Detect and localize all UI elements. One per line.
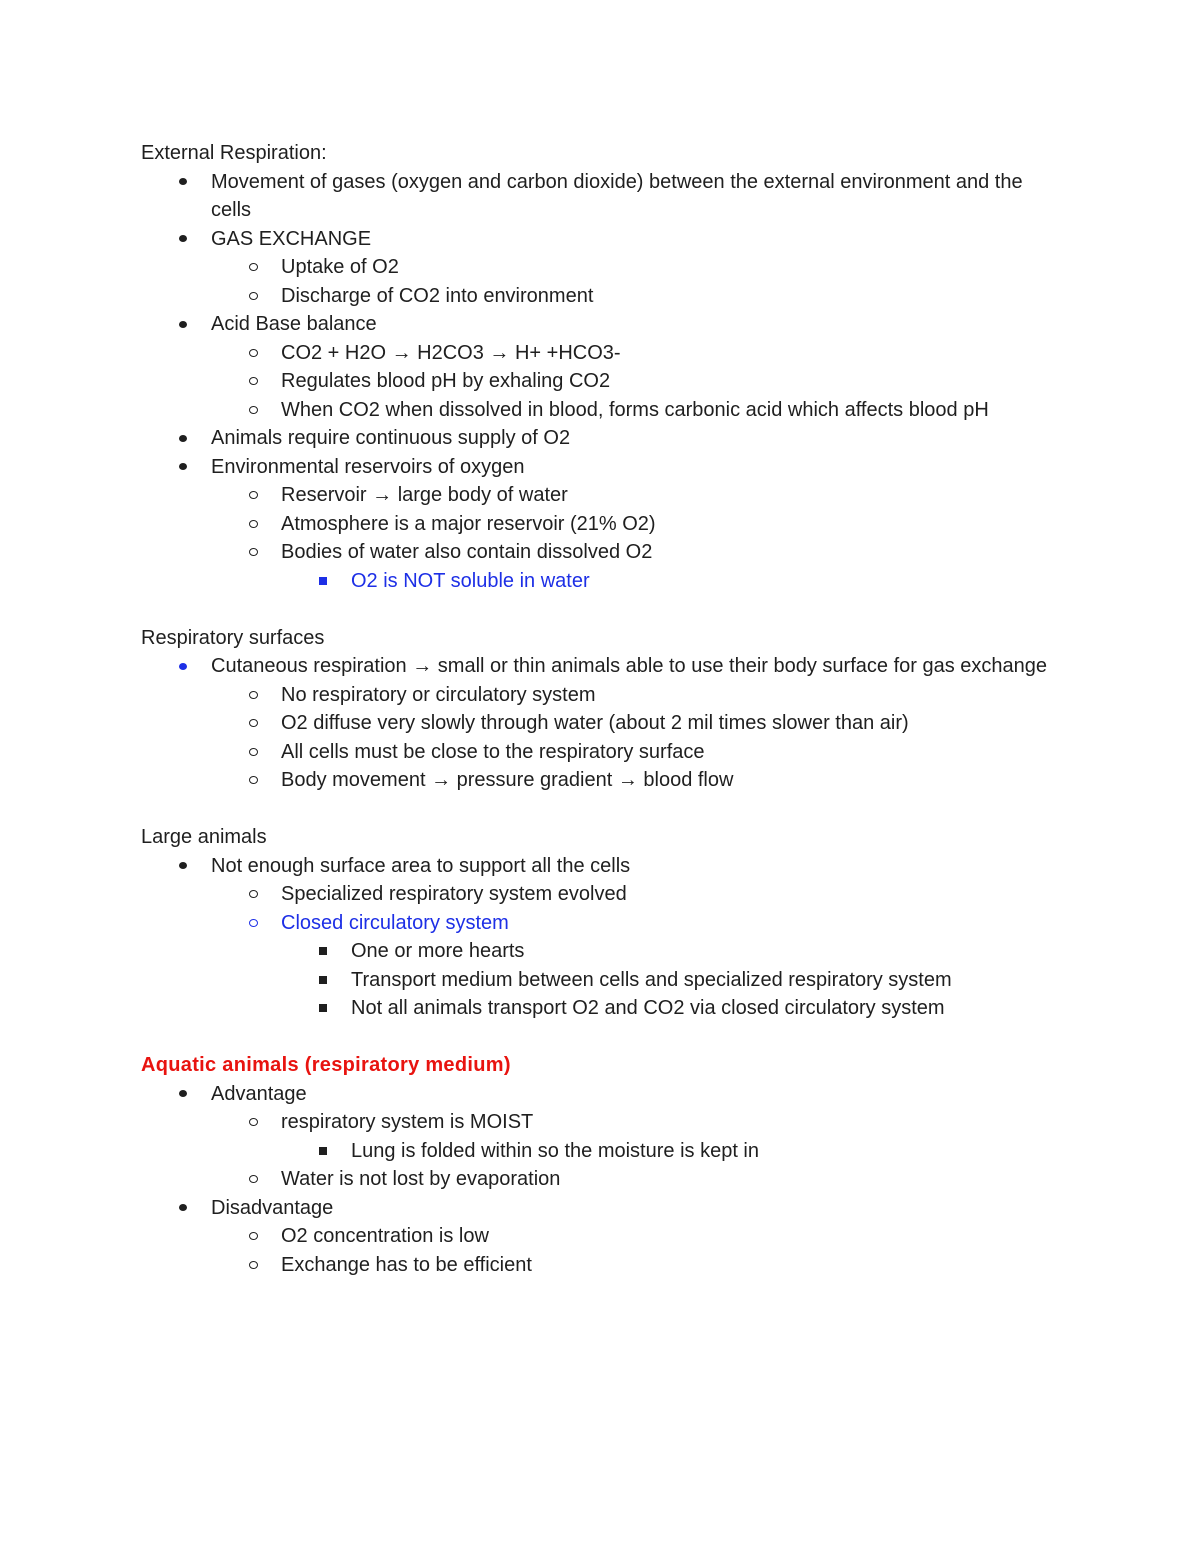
bullet-circle-icon: [243, 282, 263, 311]
bullet-square-icon: [313, 937, 333, 966]
bullet-circle-icon: [243, 880, 263, 909]
list-item: CO2 + H2O → H2CO3 → H+ +HCO3-: [211, 339, 1061, 368]
list-item: Environmental reservoirs of oxygen Reservoir → large body of water Atmosphere is a major reservoir (21% O2) Bodies of water also contain dissolved O2 O2 is NOT soluble in water: [141, 453, 1061, 596]
list-item: Atmosphere is a major reservoir (21% O2): [211, 510, 1061, 539]
bullet-square-icon: [313, 1137, 333, 1166]
bullet-circle-icon: [243, 1251, 263, 1280]
list-item: GAS EXCHANGE Uptake of O2 Discharge of CO2 into environment: [141, 225, 1061, 311]
document-page: [141, 139, 1061, 1279]
list-item: Reservoir → large body of water: [211, 481, 1061, 510]
list-item: Discharge of CO2 into environment: [211, 282, 1061, 311]
section-title-large-animals: Large animals: [141, 826, 267, 848]
list-item: respiratory system is MOIST Lung is folded within so the moisture is kept in: [211, 1108, 1061, 1165]
sub-list: [141, 1222, 1061, 1279]
bullet-circle-icon: [243, 681, 263, 710]
bullet-circle-icon: [243, 909, 263, 938]
list-item: Body movement → pressure gradient → blood flow: [211, 766, 1061, 795]
bullet-square-icon: [313, 994, 333, 1023]
section-title-external-respiration: External Respiration:: [141, 142, 327, 164]
bullet-list: [141, 1080, 1061, 1280]
list-item: Movement of gases (oxygen and carbon dioxide) between the external environment and the cells: [141, 168, 1061, 225]
bullet-list: [141, 852, 1061, 1023]
bullet-disc-icon: [173, 453, 193, 482]
list-item: Not enough surface area to support all the cells Specialized respiratory system evolved Closed circulatory system One or more hearts Transport medium between cells and specialized respiratory system Not all animals transport O2 and CO2 via closed circulatory system: [141, 852, 1061, 1023]
bullet-square-icon: [313, 966, 333, 995]
bullet-circle-icon: [243, 510, 263, 539]
sub-sub-list: [211, 567, 1061, 596]
list-item: Cutaneous respiration → small or thin animals able to use their body surface for gas exchange No respiratory or circulatory system O2 diffuse very slowly through water (about 2 mil times slower than air) All cells must be close to the respiratory surface Body movement → pressure gradient → blood flow: [141, 652, 1061, 795]
bullet-square-icon: [313, 567, 333, 596]
bullet-circle-icon: [243, 1165, 263, 1194]
bullet-circle-icon: [243, 339, 263, 368]
bullet-disc-icon: [173, 310, 193, 339]
list-item: Advantage respiratory system is MOIST Lung is folded within so the moisture is kept in Water is not lost by evaporation: [141, 1080, 1061, 1194]
list-item: Lung is folded within so the moisture is kept in: [281, 1137, 1061, 1166]
bullet-circle-icon: [243, 538, 263, 567]
bullet-circle-icon: [243, 709, 263, 738]
bullet-disc-icon: [173, 852, 193, 881]
list-item: All cells must be close to the respiratory surface: [211, 738, 1061, 767]
sub-list: [141, 481, 1061, 595]
sub-list: [141, 339, 1061, 425]
bullet-disc-icon: [173, 168, 193, 197]
bullet-disc-icon: [173, 1194, 193, 1223]
bullet-circle-icon: [243, 396, 263, 425]
list-item: Not all animals transport O2 and CO2 via closed circulatory system: [281, 994, 1061, 1023]
list-item: Animals require continuous supply of O2: [141, 424, 1061, 453]
list-item: Acid Base balance CO2 + H2O → H2CO3 → H+ +HCO3- Regulates blood pH by exhaling CO2 When CO2 when dissolved in blood, forms carbonic acid which affects blood pH: [141, 310, 1061, 424]
sub-sub-list: [211, 1137, 1061, 1166]
section-title-aquatic-animals: Aquatic animals (respiratory medium): [141, 1054, 511, 1076]
bullet-disc-icon: [173, 652, 193, 681]
list-item: Bodies of water also contain dissolved O2 O2 is NOT soluble in water: [211, 538, 1061, 595]
list-item: Specialized respiratory system evolved: [211, 880, 1061, 909]
list-item: O2 concentration is low: [211, 1222, 1061, 1251]
sub-sub-list: [211, 937, 1061, 1023]
bullet-list: [141, 652, 1061, 795]
list-item: No respiratory or circulatory system: [211, 681, 1061, 710]
list-item: Closed circulatory system One or more hearts Transport medium between cells and specialized respiratory system Not all animals transport O2 and CO2 via closed circulatory system: [211, 909, 1061, 1023]
list-item: Regulates blood pH by exhaling CO2: [211, 367, 1061, 396]
sub-list: [141, 880, 1061, 1023]
list-item: When CO2 when dissolved in blood, forms carbonic acid which affects blood pH: [211, 396, 1061, 425]
bullet-circle-icon: [243, 738, 263, 767]
section-title-respiratory-surfaces: Respiratory surfaces: [141, 626, 325, 649]
bullet-circle-icon: [243, 253, 263, 282]
bullet-circle-icon: [243, 766, 263, 795]
bullet-disc-icon: [173, 1080, 193, 1109]
bullet-circle-icon: [243, 1108, 263, 1137]
list-item: Disadvantage O2 concentration is low Exchange has to be efficient: [141, 1194, 1061, 1280]
sub-list: [141, 1108, 1061, 1194]
bullet-list: [141, 168, 1061, 596]
bullet-circle-icon: [243, 1222, 263, 1251]
list-item: O2 diffuse very slowly through water (about 2 mil times slower than air): [211, 709, 1061, 738]
sub-list: [141, 681, 1061, 795]
bullet-disc-icon: [173, 225, 193, 254]
list-item: Exchange has to be efficient: [211, 1251, 1061, 1280]
list-item: O2 is NOT soluble in water: [281, 567, 1061, 596]
bullet-disc-icon: [173, 424, 193, 453]
bullet-circle-icon: [243, 367, 263, 396]
list-item: Uptake of O2: [211, 253, 1061, 282]
bullet-circle-icon: [243, 481, 263, 510]
sub-list: [141, 253, 1061, 310]
list-item: Transport medium between cells and specialized respiratory system: [281, 966, 1061, 995]
list-item: Water is not lost by evaporation: [211, 1165, 1061, 1194]
list-item: One or more hearts: [281, 937, 1061, 966]
